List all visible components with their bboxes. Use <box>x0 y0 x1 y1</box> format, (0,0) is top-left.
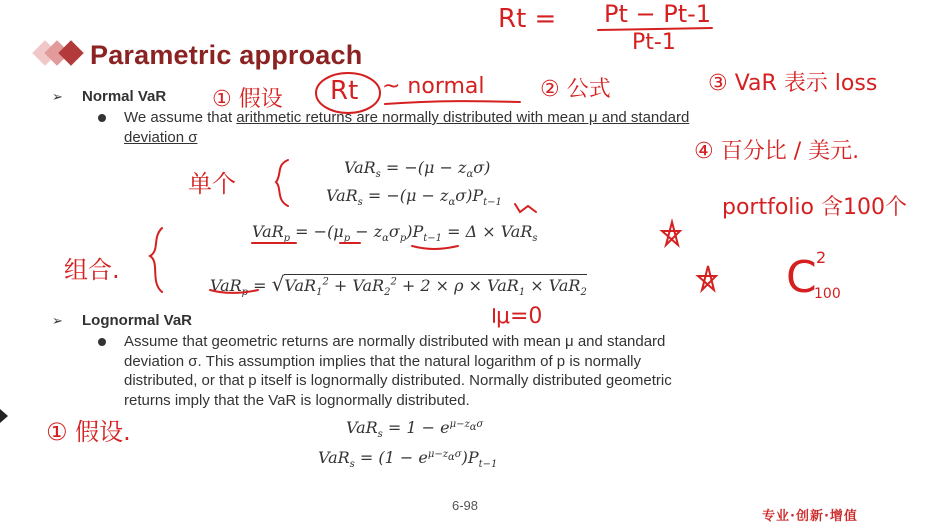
section-arrow-icon: ➢ <box>52 313 63 328</box>
section-heading-normal-var: Normal VaR <box>82 88 167 105</box>
ink-c-combination <box>786 248 841 303</box>
ink-combo: 组合. <box>64 256 120 284</box>
ink-portfolio: portfolio 含100个 <box>722 195 907 220</box>
ink-normal: ~ normal <box>382 74 485 99</box>
ink-single: 单个 <box>188 170 236 198</box>
bullet-text-underlined-2: deviation σ <box>124 128 198 146</box>
formula-vars-2: $VaR_s = -(\mu - z_\alpha\sigma)P_{t-1}$ <box>326 186 502 209</box>
lognormal-line-1: Assume that geometric returns are normally distributed with mean μ and standard <box>124 333 666 350</box>
ink-var-loss: ③ VaR 表示 loss <box>708 71 878 96</box>
lognormal-line-2: deviation σ. This assumption implies that the natural logarithm of p is normally <box>124 352 641 370</box>
bullet-text-start: We assume that <box>124 109 237 126</box>
ink-percent: ④ 百分比 / 美元. <box>694 139 860 164</box>
ink-rt-left: Rt = <box>498 4 557 34</box>
ink-rt-denominator: Pt-1 <box>632 30 676 55</box>
formula-vars-1: $VaR_s = -(\mu - z_\alpha\sigma)$ <box>344 158 491 181</box>
formula-varp-1: $VaR_p = -(\mu_p - z_\alpha\sigma_p)P_{t-1} = \Delta \times VaR_s$ <box>252 222 538 245</box>
formula-varp-2: VaR$_p$ = √VaR$_1^2$ + VaR$_2^2$ + 2 × ρ × VaR$_1$ × VaR$_2$ <box>210 272 587 299</box>
ink-c-sub: 100 <box>814 286 841 302</box>
lognormal-line-3: distributed, or that p itself is lognormally distributed. Normally distributed geometric <box>124 372 672 389</box>
ink-mu-zero: μ=0 <box>496 304 543 329</box>
bullet-text-underlined-1: arithmetic returns are normally distributed with mean μ and standard <box>236 109 690 126</box>
ink-rt-circled: Rt <box>330 76 359 106</box>
ink-rt-numerator: Pt − Pt-1 <box>604 0 712 28</box>
section-heading-lognormal-var: Lognormal VaR <box>82 312 193 329</box>
formula-lognormal-1: $VaR_s = 1 - e^{\mu-z_\alpha\sigma}$ <box>346 418 484 441</box>
slide-title: Parametric approach <box>90 40 363 70</box>
ink-c-sup: 2 <box>816 248 827 267</box>
ink-c-letter: C <box>786 252 817 303</box>
formula-lognormal-2: $VaR_s = (1 - e^{\mu-z_\alpha\sigma})P_{t-1}$ <box>318 448 498 471</box>
section-arrow-icon: ➢ <box>52 89 63 104</box>
ink-assume-2: ① 假设. <box>46 418 131 446</box>
ink-formula: ② 公式 <box>540 77 611 102</box>
footer-brand: 专业·创新·增值 <box>762 509 858 524</box>
ink-assume: ① 假设 <box>212 87 283 112</box>
lognormal-line-4: returns imply that the VaR is lognormally distributed. <box>124 391 470 409</box>
page-number: 6-98 <box>452 498 479 513</box>
